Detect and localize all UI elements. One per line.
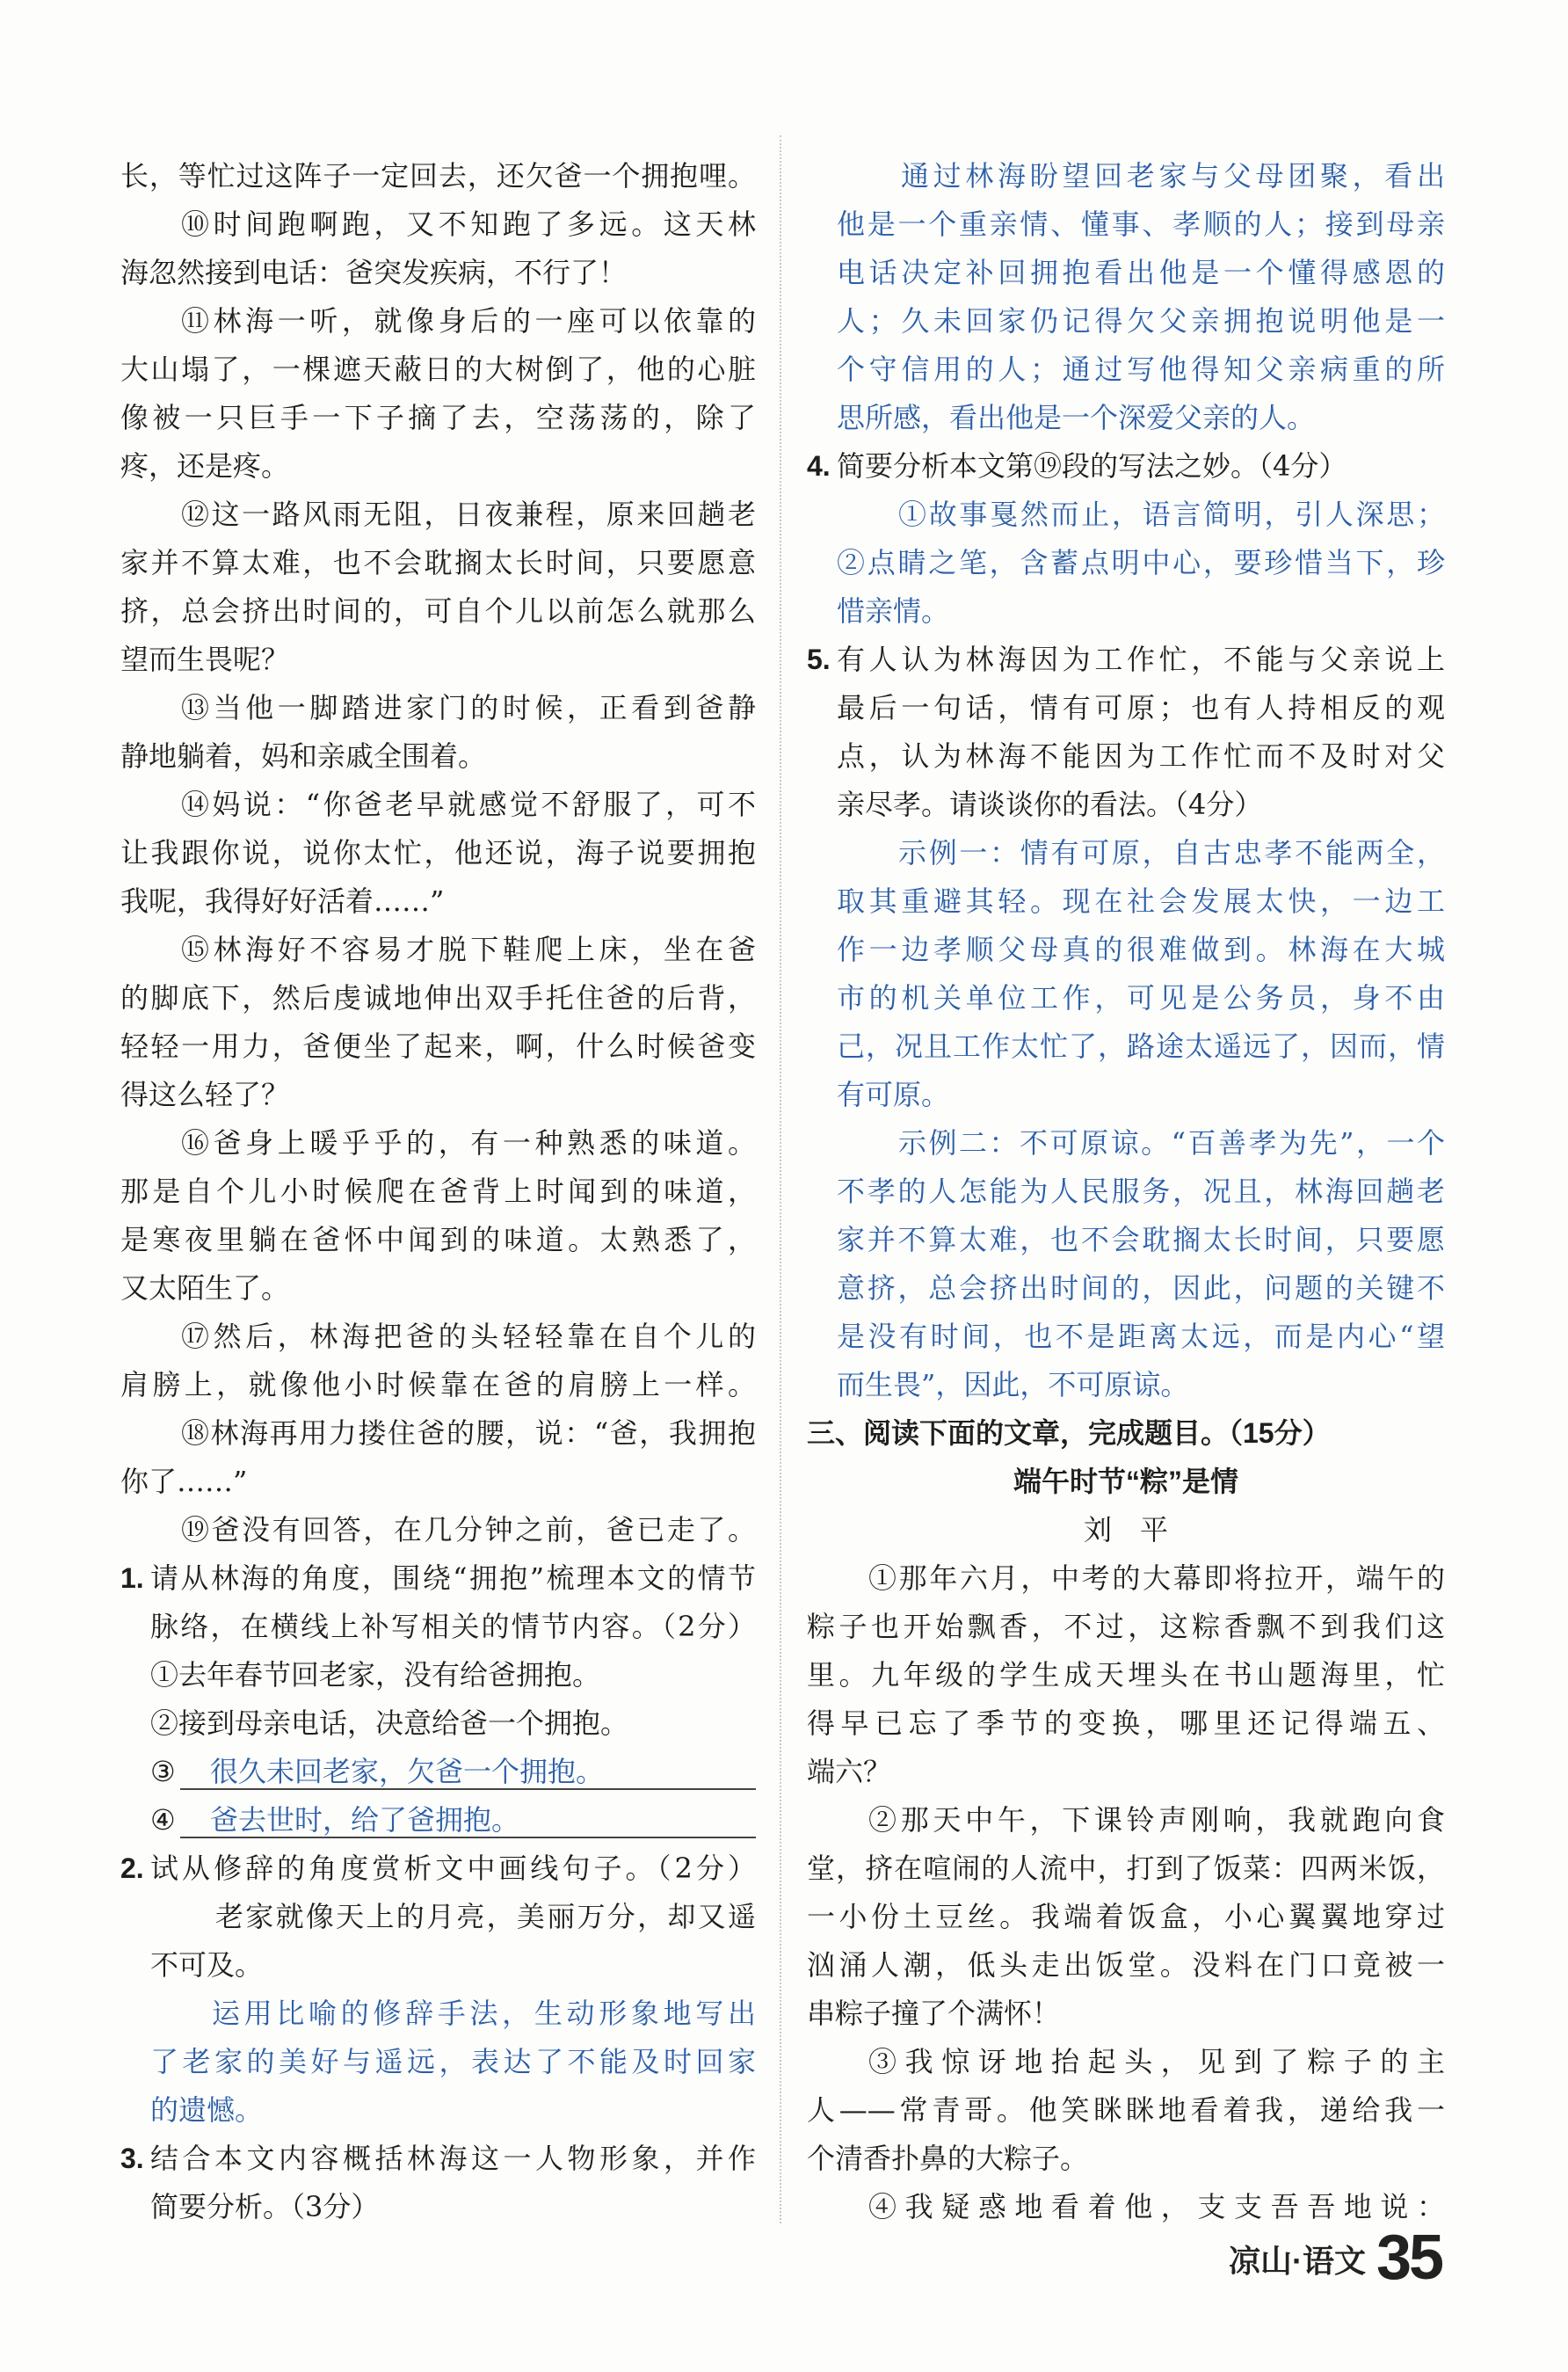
question-text: 结合本文内容概括林海这一人物形象，并作 xyxy=(150,2142,756,2175)
question-3 xyxy=(120,2135,756,2231)
article-line: 里。九年级的学生成天埋头在书山题海里，忙 xyxy=(807,1658,1445,1692)
story-line: 静地躺着，妈和亲戚全围着。 xyxy=(120,739,487,773)
question-number: 3. xyxy=(120,2143,144,2174)
page-number: 35 xyxy=(1376,2223,1442,2293)
plot-blank-item xyxy=(150,1796,756,1844)
answer-text: 惜亲情。 xyxy=(837,594,950,628)
story-line: 肩膀上，就像他小时候靠在爸的肩膀上一样。 xyxy=(120,1368,756,1401)
answer-text: 而生畏”，因此，不可原谅。 xyxy=(837,1368,1189,1401)
story-line: ⑫这一路风雨无阻，日夜兼程，原来回趟老 xyxy=(181,498,756,531)
story-line: 大山塌了，一棵遮天蔽日的大树倒了，他的心脏 xyxy=(120,353,756,386)
answer-text: 示例二：不可原谅。“百善孝为先”，一个 xyxy=(898,1126,1445,1160)
section-heading: 三、阅读下面的文章，完成题目。（15分） xyxy=(807,1417,1331,1449)
answer-text: 作一边孝顺父母真的很难做到。林海在大城 xyxy=(837,933,1445,966)
answer-text: 了老家的美好与遥远，表达了不能及时回家 xyxy=(150,2045,756,2078)
answer-text: 电话决定补回拥抱看出他是一个懂得感恩的 xyxy=(837,256,1445,289)
story-line: 家并不算太难，也不会耽搁太长时间，只要愿意 xyxy=(120,546,756,579)
quoted-sentence: 老家就像天上的月亮，美丽万分，却又遥 xyxy=(215,1900,756,1933)
question-4 xyxy=(807,442,1445,636)
article-line: 一小份土豆丝。我端着饭盒，小心翼翼地穿过 xyxy=(807,1900,1445,1933)
story-line: 挤，总会挤出时间的，可自个儿以前怎么就那么 xyxy=(120,594,756,628)
answer-text: 人；久未回家仍记得欠父亲拥抱说明他是一 xyxy=(837,304,1445,338)
question-1 xyxy=(120,1554,756,1844)
question-text: 请从林海的角度，围绕“拥抱”梳理本文的情节 xyxy=(150,1561,756,1595)
paragraph-16 xyxy=(120,1119,756,1313)
story-line: ⑲爸没有回答，在几分钟之前，爸已走了。 xyxy=(181,1513,756,1546)
story-line: 你了……” xyxy=(120,1465,248,1498)
question-line xyxy=(807,442,1445,491)
article-line: 端六？ xyxy=(807,1755,892,1788)
answer-text: 市的机关单位工作，可见是公务员，身不由 xyxy=(837,981,1445,1015)
story-line: ⑬当他一脚踏进家门的时候，正看到爸静 xyxy=(181,691,756,724)
plot-item: ②接到母亲电话，决意给爸一个拥抱。 xyxy=(150,1706,629,1740)
story-line: 望而生畏呢？ xyxy=(120,643,290,676)
sample-answer-1 xyxy=(807,829,1445,1119)
article-line: ①那年六月，中考的大幕即将拉开，端午的 xyxy=(868,1561,1445,1595)
story-line: 又太陌生了。 xyxy=(120,1271,290,1305)
plot-item: ①去年春节回老家，没有给爸拥抱。 xyxy=(150,1658,601,1692)
question-number: 2. xyxy=(120,1852,144,1884)
article-line: 堂，挤在喧闹的人流中，打到了饭菜：四两米饭， xyxy=(807,1852,1445,1885)
question-3-answer xyxy=(807,152,1445,442)
article-line: 粽子也开始飘香，不过，这粽香飘不到我们这 xyxy=(807,1610,1445,1643)
article-line: 串粽子撞了个满怀！ xyxy=(807,1997,1061,2030)
story-line: 我呢，我得好好活着……” xyxy=(120,884,445,918)
answer-text: 有可原。 xyxy=(837,1078,950,1111)
article-paragraph-4 xyxy=(807,2183,1445,2231)
answer-text: 的遗憾。 xyxy=(150,2093,264,2127)
article-line: 人——常青哥。他笑眯眯地看着我，递给我一 xyxy=(807,2093,1445,2127)
answer-text: 个守信用的人；通过写他得知父亲病重的所 xyxy=(837,353,1445,386)
story-line: ⑱林海再用力搂住爸的腰，说：“爸，我拥抱 xyxy=(181,1416,756,1450)
story-line: ⑰然后，林海把爸的头轻轻靠在自个儿的 xyxy=(181,1320,756,1353)
item-marker: ③ xyxy=(150,1755,176,1788)
answer-text: 取其重避其轻。现在社会发展太快，一边工 xyxy=(837,884,1445,918)
quoted-sentence: 不可及。 xyxy=(150,1948,264,1982)
right-column xyxy=(807,152,1445,2231)
item-marker: ④ xyxy=(150,1803,176,1837)
answer-text: 是没有时间，也不是距离太远，而是内心“望 xyxy=(837,1320,1445,1353)
footer-label: 凉山·语文 xyxy=(1229,2243,1366,2279)
story-line: 得这么轻了？ xyxy=(120,1078,290,1111)
answer-text: 家并不算太难，也不会耽搁太长时间，只要愿 xyxy=(837,1223,1445,1256)
paragraph-19 xyxy=(120,1506,756,1554)
question-text: 最后一句话，情有可原；也有人持相反的观 xyxy=(837,691,1445,724)
question-text: 有人认为林海因为工作忙，不能与父亲说上 xyxy=(837,643,1445,676)
paragraph-13 xyxy=(120,684,756,781)
answer-text: 运用比喻的修辞手法，生动形象地写出 xyxy=(212,1997,756,2030)
question-line xyxy=(120,1554,756,1603)
story-line: 海忽然接到电话：爸突发疾病，不行了！ xyxy=(120,256,628,289)
story-line: 让我跟你说，说你太忙，他还说，海子说要拥抱 xyxy=(120,836,756,869)
story-line: ⑮林海好不容易才脱下鞋爬上床，坐在爸 xyxy=(181,933,756,966)
question-number: 4. xyxy=(807,450,831,482)
answer-text: ①故事戛然而止，语言简明，引人深思； xyxy=(898,498,1445,531)
left-column xyxy=(120,152,756,2231)
question-text: 点，认为林海不能因为工作忙而不及时对父 xyxy=(837,739,1445,773)
question-number: 5. xyxy=(807,644,831,675)
story-line: 疼，还是疼。 xyxy=(120,449,290,483)
story-line: 轻轻一用力，爸便坐了起来，啊，什么时候爸变 xyxy=(120,1030,756,1063)
answer-text: 通过林海盼望回老家与父母团聚，看出 xyxy=(901,159,1445,193)
question-text: 简要分析本文第⑲段的写法之妙。（4分） xyxy=(837,449,1347,483)
answer-text: 不孝的人怎能为人民服务，况且，林海回趟老 xyxy=(837,1175,1445,1208)
story-line: ⑭妈说：“你爸老早就感觉不舒服了，可不 xyxy=(181,788,756,821)
article-line: ③我惊讶地抬起头，见到了粽子的主 xyxy=(868,2045,1445,2078)
sample-answer-2 xyxy=(807,1119,1445,1409)
question-text: 简要分析。（3分） xyxy=(150,2190,380,2223)
section-3 xyxy=(807,1409,1445,2231)
story-line: 像被一只巨手一下子摘了去，空荡荡的，除了 xyxy=(120,401,756,434)
question-5 xyxy=(807,636,1445,1409)
paragraph-12 xyxy=(120,491,756,684)
question-text: 脉络，在横线上补写相关的情节内容。（2分） xyxy=(150,1610,756,1643)
paragraph-10 xyxy=(120,200,756,297)
article-line: 个清香扑鼻的大粽子。 xyxy=(807,2142,1089,2175)
question-line xyxy=(807,636,1445,684)
paragraph-18 xyxy=(120,1409,756,1506)
answer-text: 思所感，看出他是一个深爱父亲的人。 xyxy=(837,401,1316,434)
answer-text: ②点睛之笔，含蓄点明中心，要珍惜当下，珍 xyxy=(837,546,1445,579)
paragraph-15 xyxy=(120,926,756,1119)
question-text: 试从修辞的角度赏析文中画线句子。（2分） xyxy=(150,1852,756,1885)
paragraph-14 xyxy=(120,781,756,926)
story-line: 是寒夜里躺在爸怀中闻到的味道。太熟悉了， xyxy=(120,1223,756,1256)
filled-answer: 很久未回老家，欠爸一个拥抱。 xyxy=(210,1755,605,1788)
story-line: ⑯爸身上暖乎乎的，有一种熟悉的味道。 xyxy=(181,1126,756,1160)
article-title: 端午时节“粽”是情 xyxy=(1013,1466,1238,1497)
answer-text: 示例一：情有可原，自古忠孝不能两全， xyxy=(898,836,1445,869)
article-paragraph-2 xyxy=(807,1796,1445,2038)
question-2 xyxy=(120,1844,756,2135)
article-line: 汹涌人潮，低头走出饭堂。没料在门口竟被一 xyxy=(807,1948,1445,1982)
question-line xyxy=(120,1844,756,1893)
article-author: 刘 平 xyxy=(1083,1513,1168,1546)
answer-text: 他是一个重亲情、懂事、孝顺的人；接到母亲 xyxy=(837,207,1445,241)
question-number: 1. xyxy=(120,1562,144,1594)
paragraph-11 xyxy=(120,297,756,491)
story-line: ⑩时间跑啊跑，又不知跑了多远。这天林 xyxy=(181,207,756,241)
story-line: 那是自个儿小时候爬在爸背上时闻到的味道， xyxy=(120,1175,756,1208)
question-line xyxy=(120,2135,756,2183)
article-line: 得早已忘了季节的变换，哪里还记得端五、 xyxy=(807,1706,1445,1740)
paragraph-17 xyxy=(120,1313,756,1409)
answer-text: 意挤，总会挤出时间的，因此，问题的关键不 xyxy=(837,1271,1445,1305)
filled-answer: 爸去世时，给了爸拥抱。 xyxy=(210,1803,520,1837)
story-line: ⑪林海一听，就像身后的一座可以依靠的 xyxy=(181,304,756,338)
article-paragraph-1 xyxy=(807,1554,1445,1796)
question-text: 亲尽孝。请谈谈你的看法。（4分） xyxy=(837,788,1263,821)
column-divider xyxy=(780,135,781,2223)
answer-blank-line xyxy=(180,1796,756,1838)
plot-blank-item xyxy=(150,1748,756,1796)
answer-text: 己，况且工作太忙了，路途太遥远了，因而，情 xyxy=(837,1030,1445,1063)
article-line: ④我疑惑地看着他，支支吾吾地说： xyxy=(868,2190,1445,2223)
story-line: 的脚底下，然后虔诚地伸出双手托住爸的后背， xyxy=(120,981,756,1015)
article-line: ②那天中午，下课铃声刚响，我就跑向食 xyxy=(868,1803,1445,1837)
story-line: 长，等忙过这阵子一定回去，还欠爸一个拥抱哩。 xyxy=(120,159,756,193)
article-paragraph-3 xyxy=(807,2038,1445,2183)
answer-blank-line xyxy=(180,1748,756,1790)
